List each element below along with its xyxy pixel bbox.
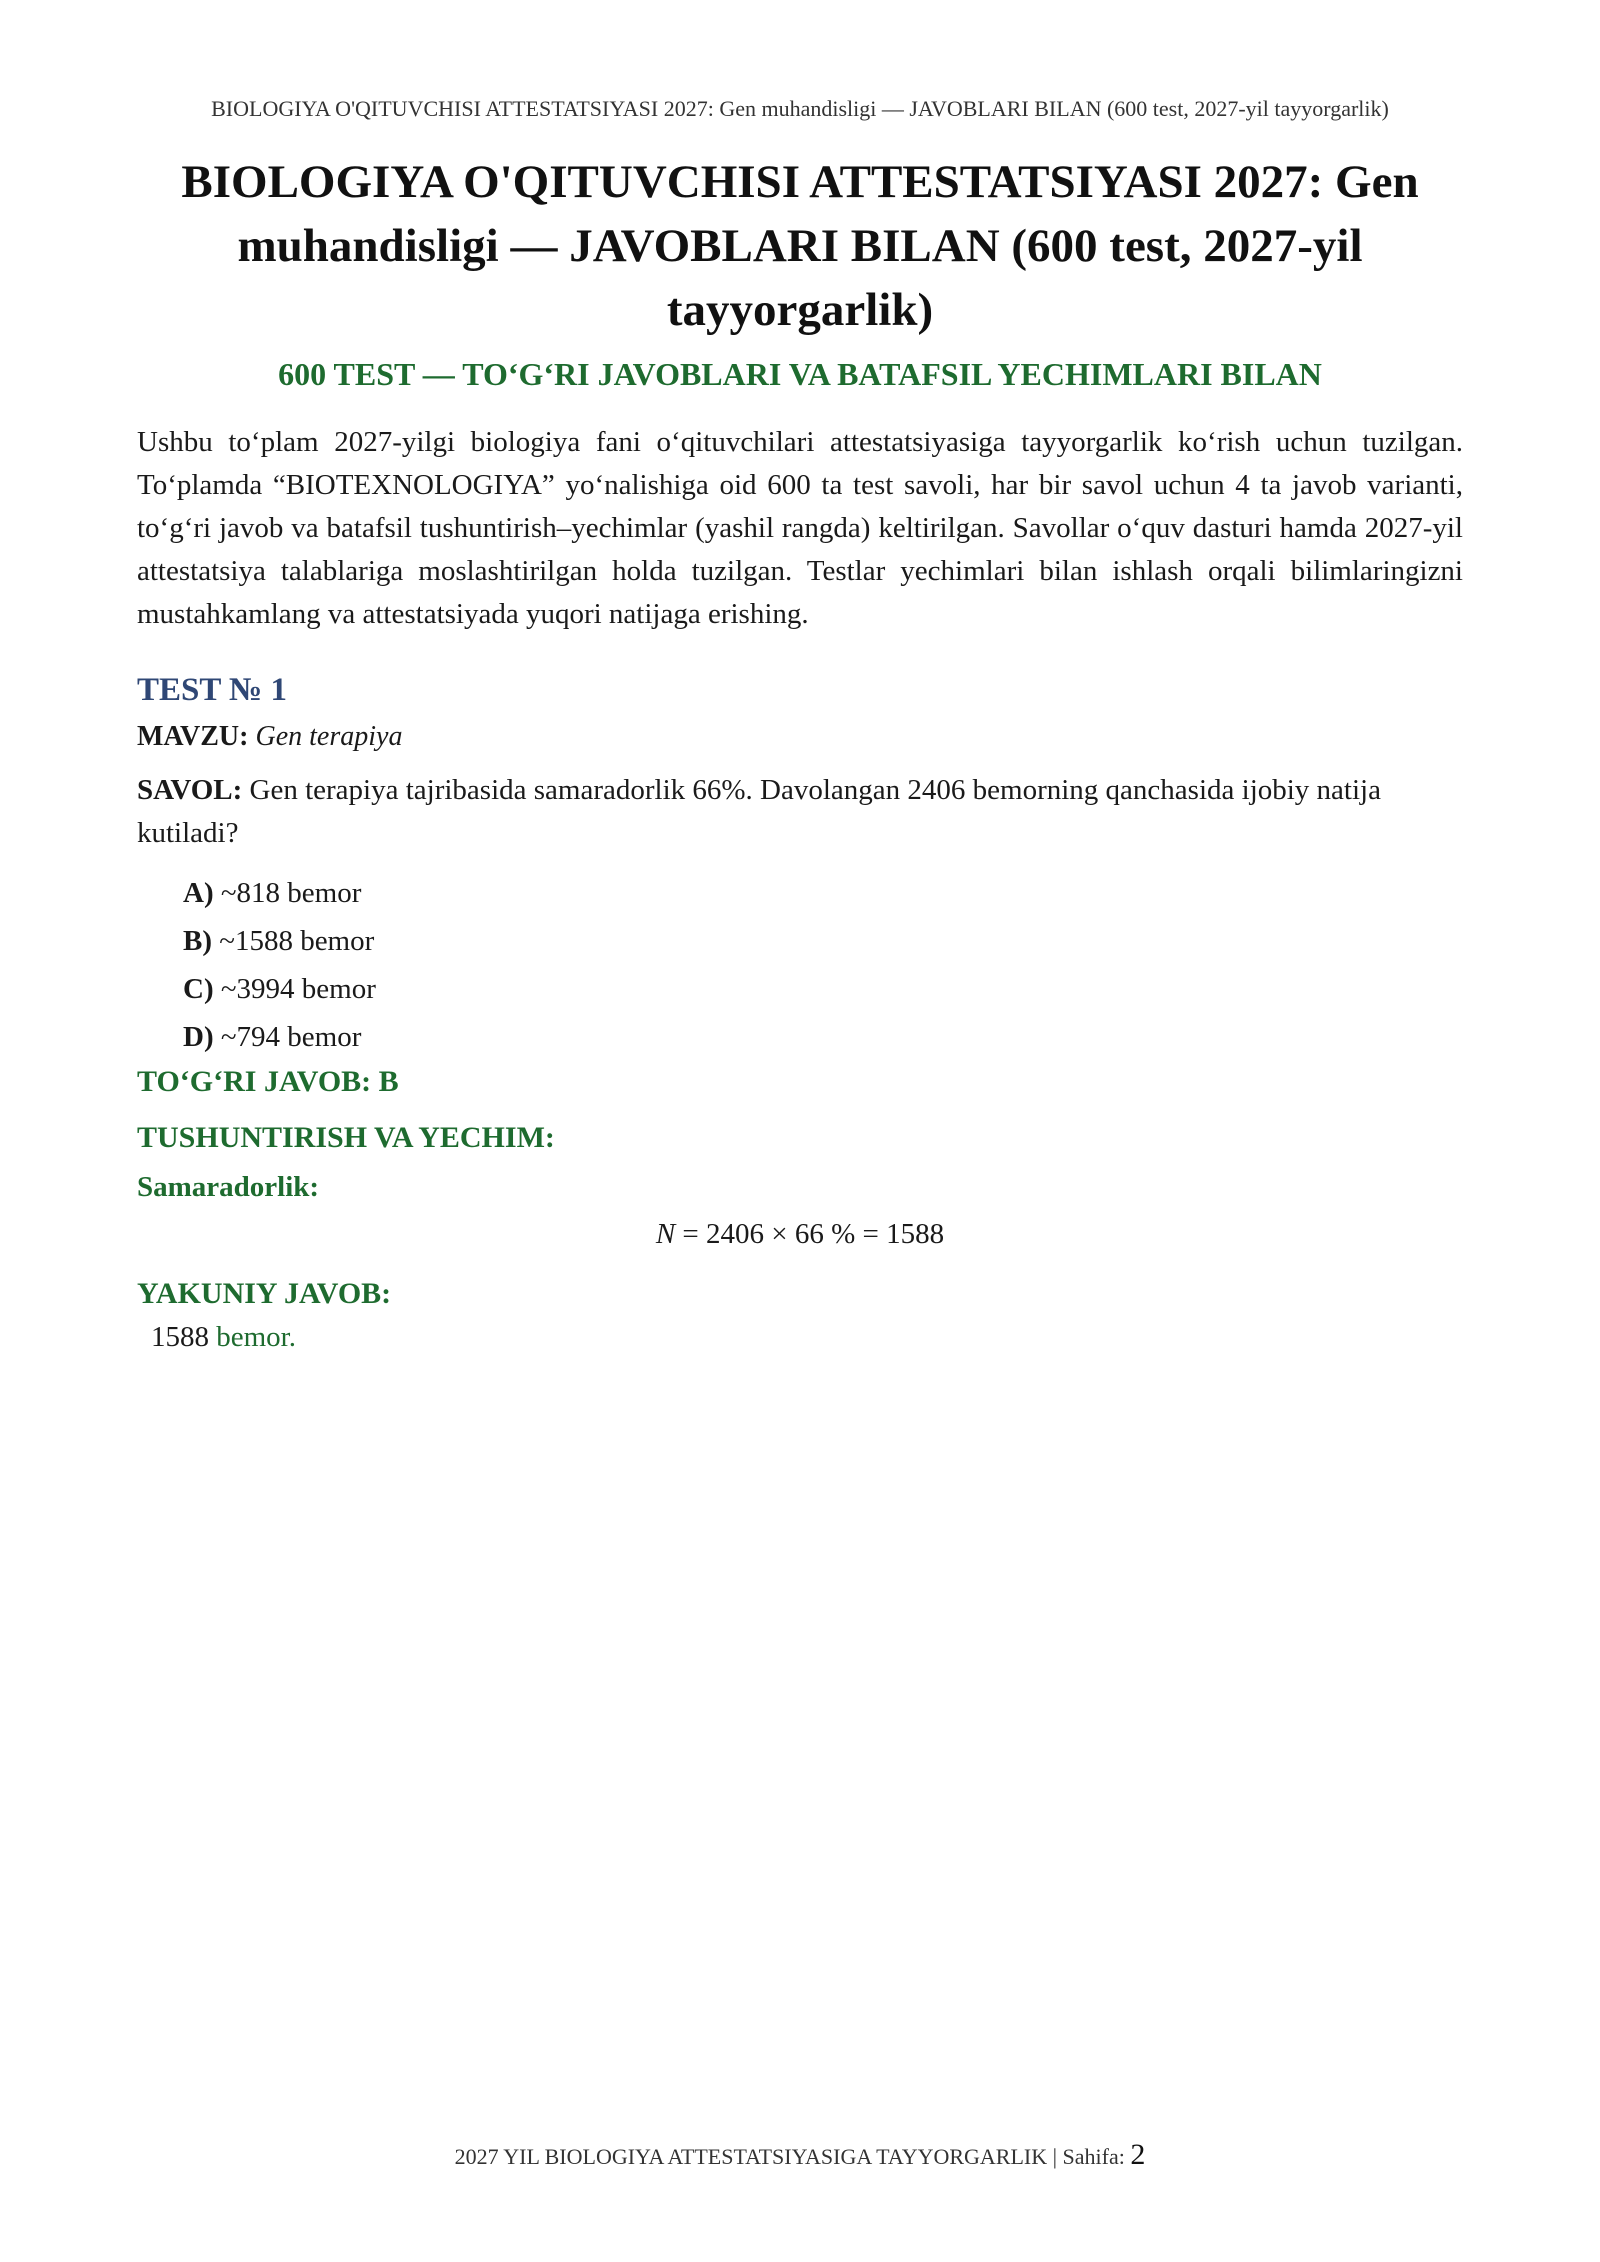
option-letter: D) [183,1021,214,1053]
formula-variable: N [655,1218,676,1250]
explanation-subheading: Samaradorlik: [137,1171,320,1203]
option-d [183,1013,1463,1061]
option-c [183,965,1463,1013]
page-number: 2 [1130,2138,1146,2171]
formula-expression: = 2406 × 66 % = 1588 [675,1218,945,1250]
formula [137,1218,1463,1251]
document-title: BIOLOGIYA O'QITUVCHISI ATTESTATSIYASI 2027: Gen muhandisligi — JAVOBLARI BILAN (600 test, 2027-yil tayyorgarlik) [181,156,1419,336]
answer-options [183,869,1463,1061]
option-a [183,869,1463,917]
option-text: ~3994 bemor [220,973,376,1005]
final-answer-unit: bemor. [216,1321,296,1353]
topic-label: MAVZU: [137,721,249,752]
final-answer-heading: YAKUNIY JAVOB: [137,1277,392,1310]
explanation-heading: TUSHUNTIRISH VA YECHIM: [137,1121,555,1154]
option-b [183,917,1463,965]
running-footer [0,2138,1600,2172]
option-letter: B) [183,925,212,957]
topic-value: Gen terapiya [255,721,403,752]
intro-paragraph: Ushbu to‘plam 2027-yilgi biologiya fani o‘qituvchilari attestatsiyasiga tayyorgarlik ko‘rish uchun tuzilgan. To‘plamda “BIOTEXNOLOGIYA” yo‘nalishiga oid 600 ta test savoli, har bir savol uchun 4 ta javob varianti, to‘g‘ri javob va batafsil tushuntirish–yechimlar (yashil rangda) keltirilgan. Savollar o‘quv dasturi hamda 2027-yil attestatsiya talablariga moslashtirilgan holda tuzilgan. Testlar yechimlari bilan ishlash orqali bilimlaringizni mustahkamlang va attestatsiyada yuqori natijaga erishing. [137,426,1463,630]
running-header: BIOLOGIYA O'QITUVCHISI ATTESTATSIYASI 2027: Gen muhandisligi — JAVOBLARI BILAN (600 test, 2027-yil tayyorgarlik) [211,96,1389,121]
test-heading: TEST № 1 [137,672,287,708]
final-answer-value: 1588 [151,1321,209,1353]
correct-answer: TO‘G‘RI JAVOB: B [137,1065,399,1098]
page-content [137,150,1463,1354]
footer-separator: | [1052,2144,1058,2169]
option-text: ~794 bemor [220,1021,362,1053]
page-label: Sahifa: [1062,2144,1125,2169]
document-subtitle: 600 TEST — TO‘G‘RI JAVOBLARI VA BATAFSIL YECHIMLARI BILAN [278,356,1322,392]
option-letter: C) [183,973,214,1005]
option-letter: A) [183,877,214,909]
question-line [137,769,1463,855]
topic-line [137,721,1463,753]
question-label: SAVOL: [137,774,243,806]
question-text: Gen terapiya tajribasida samaradorlik 66%. Davolangan 2406 bemorning qanchasida ijobiy natija kutiladi? [137,774,1381,849]
option-text: ~1588 bemor [219,925,375,957]
final-answer [151,1321,1463,1354]
option-text: ~818 bemor [220,877,362,909]
footer-text: 2027 YIL BIOLOGIYA ATTESTATSIYASIGA TAYYORGARLIK [454,2144,1048,2169]
